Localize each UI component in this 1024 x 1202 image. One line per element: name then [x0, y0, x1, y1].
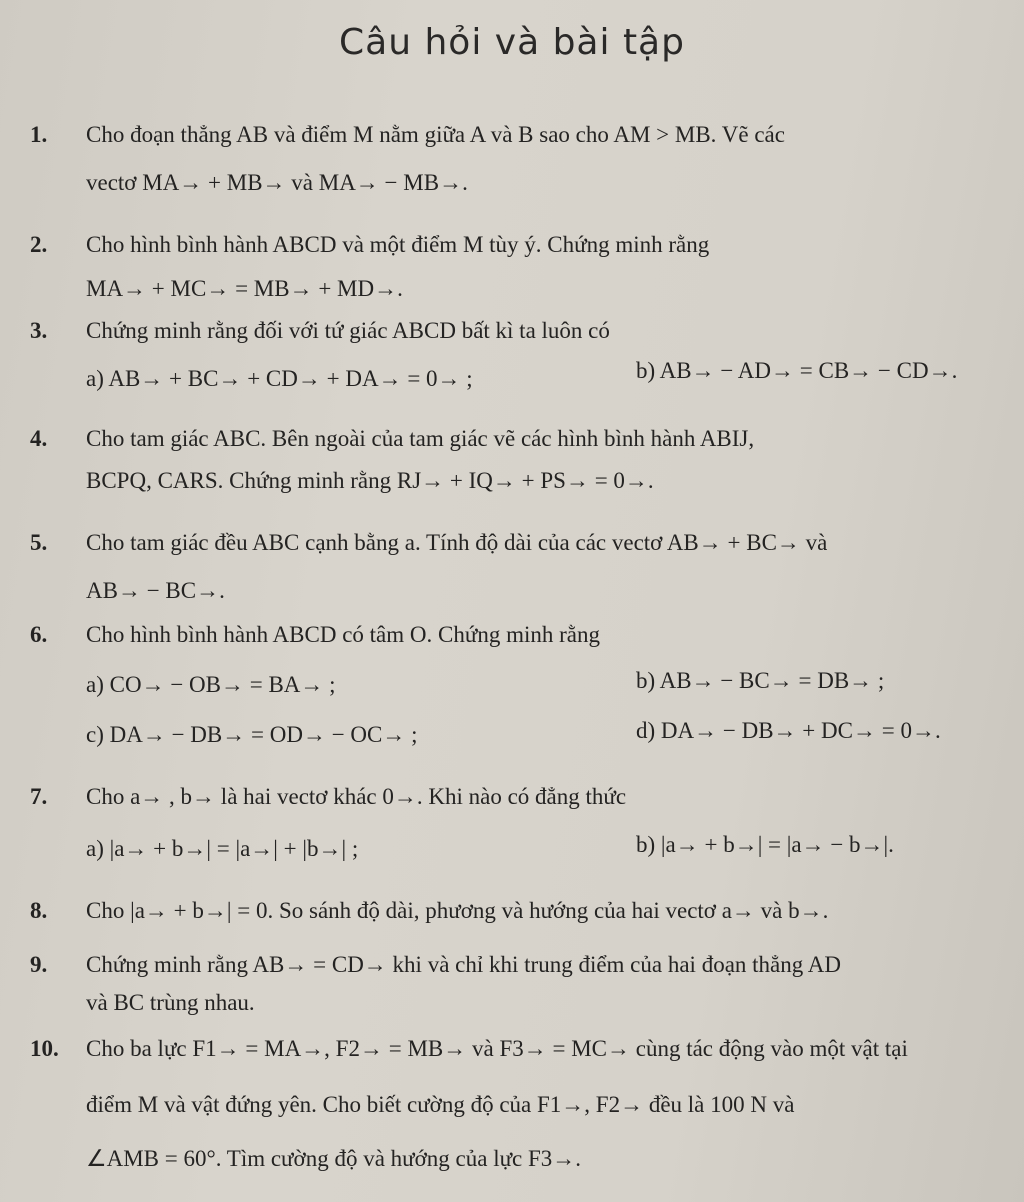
problem-6-part-d: d) DA→ − DB→ + DC→ = 0→.: [636, 718, 941, 743]
problem-text: Cho tam giác đều ABC cạnh bằng a. Tính độ dài của các vectơ AB→ + BC→ và: [86, 530, 828, 555]
problem-1-line-1: [30, 122, 785, 148]
problem-5-line-2: AB→ − BC→.: [86, 578, 225, 603]
problem-number: 9.: [30, 952, 48, 977]
problem-10-line-3: ∠AMB = 60°. Tìm cường độ và hướng của lực F3→.: [86, 1146, 582, 1171]
problem-8-line-1: [30, 898, 828, 924]
problem-7-line-1: [30, 784, 626, 810]
problem-3-part-a: a) AB→ + BC→ + CD→ + DA→ = 0→ ;: [86, 366, 473, 391]
problem-number: 5.: [30, 530, 48, 555]
problem-10-line-2: điểm M và vật đứng yên. Cho biết cường độ của F1→, F2→ đều là 100 N và: [86, 1092, 795, 1117]
problem-10-line-1: [30, 1036, 908, 1062]
problem-text: Cho |a→ + b→| = 0. So sánh độ dài, phương và hướng của hai vectơ a→ và b→.: [86, 898, 829, 923]
problem-5-line-1: [30, 530, 827, 556]
problem-number: 4.: [30, 426, 48, 451]
problem-text: Cho đoạn thẳng AB và điểm M nằm giữa A và B sao cho AM > MB. Vẽ các: [86, 122, 785, 147]
problem-3-part-b: b) AB→ − AD→ = CB→ − CD→.: [636, 358, 958, 383]
problem-6-part-b: b) AB→ − BC→ = DB→ ;: [636, 668, 885, 693]
problem-text: Chứng minh rằng AB→ = CD→ khi và chỉ khi trung điểm của hai đoạn thẳng AD: [86, 952, 841, 977]
problem-number: 1.: [30, 122, 48, 147]
problem-text: Chứng minh rằng đối với tứ giác ABCD bất kì ta luôn có: [86, 318, 610, 343]
problem-number: 8.: [30, 898, 48, 923]
problem-1-line-2: vectơ MA→ + MB→ và MA→ − MB→.: [86, 170, 468, 195]
problem-4-line-2: BCPQ, CARS. Chứng minh rằng RJ→ + IQ→ + PS→ = 0→.: [86, 468, 654, 493]
problem-7-part-a: a) |a→ + b→| = |a→| + |b→| ;: [86, 836, 359, 861]
problem-text: Cho tam giác ABC. Bên ngoài của tam giác vẽ các hình bình hành ABIJ,: [86, 426, 755, 451]
problem-number: 10.: [30, 1036, 59, 1061]
problem-text: Cho hình bình hành ABCD và một điểm M tùy ý. Chứng minh rằng: [86, 232, 710, 257]
problem-4-line-1: [30, 426, 754, 452]
problem-text: Cho a→ , b→ là hai vectơ khác 0→. Khi nào có đẳng thức: [86, 784, 627, 809]
problem-2-line-1: [30, 232, 709, 258]
problem-number: 6.: [30, 622, 48, 647]
problem-6-part-a: a) CO→ − OB→ = BA→ ;: [86, 672, 336, 697]
problem-number: 7.: [30, 784, 48, 809]
problem-6-part-c: c) DA→ − DB→ = OD→ − OC→ ;: [86, 722, 418, 747]
problem-text: Cho hình bình hành ABCD có tâm O. Chứng minh rằng: [86, 622, 600, 647]
problem-2-line-2: MA→ + MC→ = MB→ + MD→.: [86, 276, 403, 301]
problem-9-line-2: và BC trùng nhau.: [86, 990, 255, 1015]
problem-text: Cho ba lực F1→ = MA→, F2→ = MB→ và F3→ = MC→ cùng tác động vào một vật tại: [86, 1036, 908, 1061]
problem-3-line-1: [30, 318, 610, 344]
problem-6-line-1: [30, 622, 600, 648]
problem-7-part-b: b) |a→ + b→| = |a→ − b→|.: [636, 832, 894, 857]
page-title: Câu hỏi và bài tập: [339, 22, 685, 63]
problem-9-line-1: [30, 952, 841, 978]
problem-number: 3.: [30, 318, 48, 343]
problem-number: 2.: [30, 232, 48, 257]
